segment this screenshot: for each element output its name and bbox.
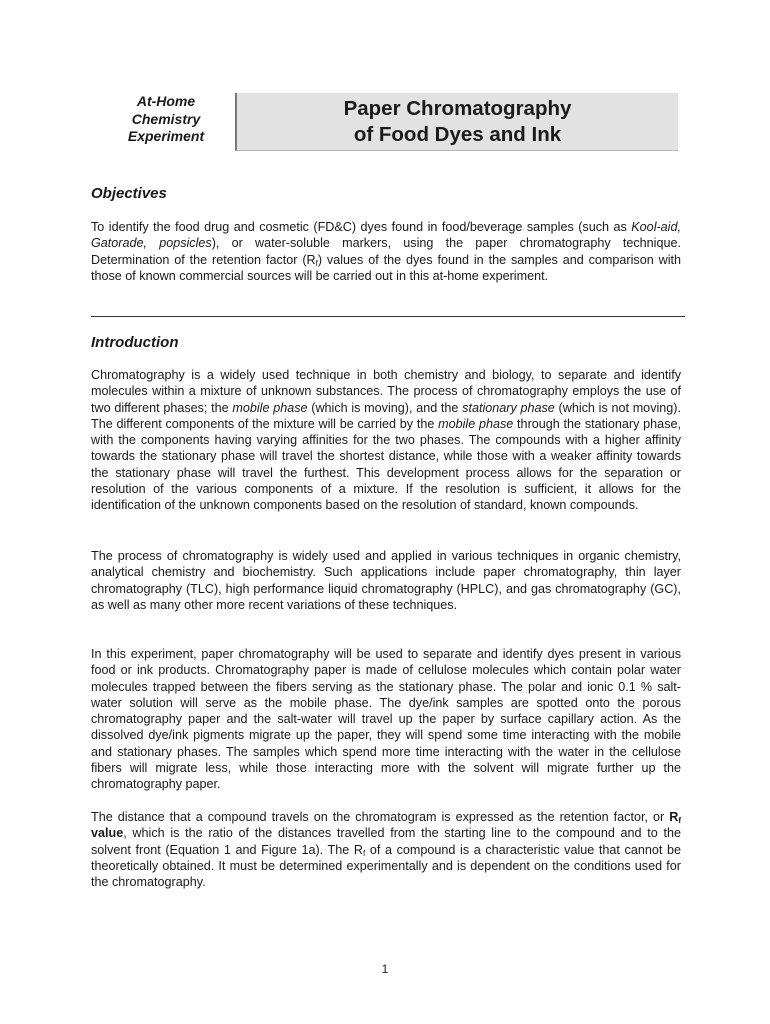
section-divider xyxy=(91,316,685,317)
intro-paragraph-3 xyxy=(91,646,681,793)
paragraph-text: In this experiment, paper chromatography will be used to separate and identify dyes present in various food or ink products. Chromatography paper is made of cellulose molecules which contain polar water molecules trapped between the fibers serving as the stationary phase. The polar and ionic 0.1 % salt-water solution will serve as the mobile phase. The dye/ink samples are spotted onto the porous chromatography paper and the salt-water will travel up the paper by surface capillary action. As the dissolved dye/ink pigments migrate up the paper, they will spend some time interacting with the mobile and stationary phases. The samples which spend more time interacting with the water in the cellulose fibers will migrate less, while those interacting more with the solvent will migrate further up the chromatography paper. xyxy=(91,647,681,792)
paragraph-text: Chromatography is a widely used technique in both chemistry and biology, to separate and identify molecules within a mixture of unknown substances. The process of chromatography employs the use of two different phases; the mobile phase (which is moving), and the stationary phase (which is not moving). The different components of the mixture will be carried by the mobile phase through the stationary phase, with the components having varying affinities for the two phases. The compounds with a higher affinity towards the stationary phase will travel the shortest distance, while those with a weaker affinity towards the stationary phase will travel the furthest. This development process allows for the separation or resolution of the various components of a mixture. If the resolution is sufficient, it allows for the identification of the unknown components based on the resolution of standard, known compounds. xyxy=(91,368,681,513)
page-number: 1 xyxy=(381,962,389,976)
page-title-line: Paper Chromatography xyxy=(343,97,572,120)
header-label-line: Chemistry xyxy=(131,110,201,127)
header-label-line: Experiment xyxy=(127,128,205,144)
introduction-heading: Introduction xyxy=(91,334,179,351)
paragraph-text: The distance that a compound travels on the chromatogram is expressed as the retention factor, or $R_f$ value, which is the ratio of the distances travelled from the starting line to the compound and to the solvent front (Equation 1 and Figure 1a). The $R_f$ of a compound is a characteristic value that cannot be theoretically obtained. It must be determined experimentally and is dependent on the conditions used for the chromatography. xyxy=(91,810,681,890)
objectives-text: To identify the food drug and cosmetic (FD&C) dyes found in food/beverage samples (such as Kool-aid, Gatorade, popsicles), or water-soluble markers, using the paper chromatography technique. Determination of the retention factor $(R_f)$ values of the dyes found in the samples and comparison with those of known commercial sources will be carried out in this at-home experiment. xyxy=(91,220,682,283)
page-title xyxy=(235,93,678,151)
objectives-paragraph xyxy=(91,219,681,284)
header-label-line: At-Home xyxy=(136,93,196,109)
objectives-heading: Objectives xyxy=(91,185,167,202)
intro-paragraph-1 xyxy=(91,367,681,514)
intro-paragraph-4 xyxy=(91,809,681,890)
header-label xyxy=(100,93,232,146)
intro-paragraph-2 xyxy=(91,548,681,613)
paragraph-text: The process of chromatography is widely used and applied in various techniques in organic chemistry, analytical chemistry and biochemistry. Such applications include paper chromatography, thin layer chromatography (TLC), high performance liquid chromatography (HPLC), and gas chromatography (GC), as well as many other more recent variations of these techniques. xyxy=(91,549,681,612)
page-title-line: of Food Dyes and Ink xyxy=(353,123,562,146)
